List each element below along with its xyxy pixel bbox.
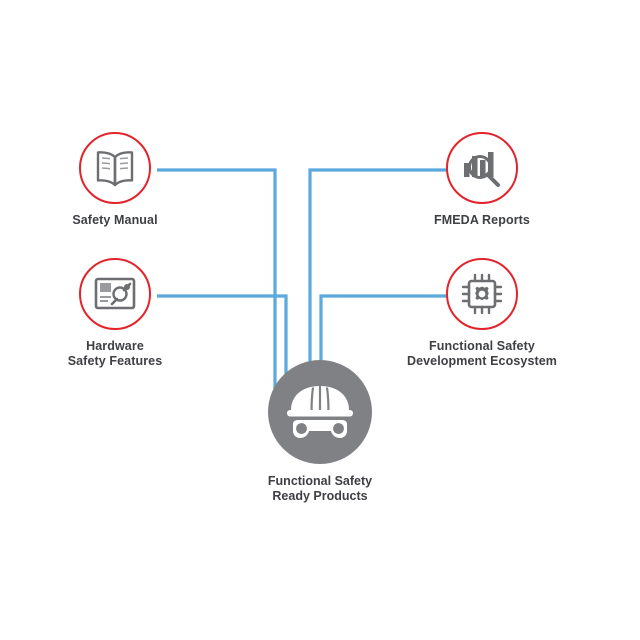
label-line: Development Ecosystem	[406, 353, 558, 368]
node-fs-dev-ecosystem[interactable]	[402, 258, 562, 368]
fmeda-reports-label	[402, 213, 562, 228]
hardware-safety-features-label	[35, 339, 195, 368]
node-safety-manual[interactable]	[35, 132, 195, 228]
label-line: Safety Manual	[72, 213, 158, 227]
microchip-gear-icon	[460, 272, 504, 316]
node-functional-safety-ready-products[interactable]	[240, 360, 400, 504]
safety-manual-label	[35, 213, 195, 228]
label-line: Ready Products	[272, 489, 368, 503]
chip-schematic-wrench-icon	[93, 274, 137, 314]
node-fmeda-reports[interactable]	[402, 132, 562, 228]
safety-manual-badge	[79, 132, 151, 204]
hardware-safety-features-badge	[79, 258, 151, 330]
center-badge	[268, 360, 372, 464]
fmeda-reports-badge	[446, 132, 518, 204]
label-line: Safety Features	[67, 353, 163, 368]
hard-hat-safety-goggles-icon	[283, 379, 357, 445]
open-book-icon	[93, 149, 137, 187]
fs-dev-ecosystem-label	[402, 339, 562, 368]
node-hardware-safety-features[interactable]	[35, 258, 195, 368]
label-line: Hardware	[86, 339, 144, 353]
bar-chart-magnifier-icon	[460, 147, 504, 189]
center-label	[240, 474, 400, 504]
fs-dev-ecosystem-badge	[446, 258, 518, 330]
label-line: Functional Safety	[267, 474, 373, 488]
label-line: Functional Safety	[429, 339, 535, 353]
label-line: FMEDA Reports	[434, 213, 530, 227]
